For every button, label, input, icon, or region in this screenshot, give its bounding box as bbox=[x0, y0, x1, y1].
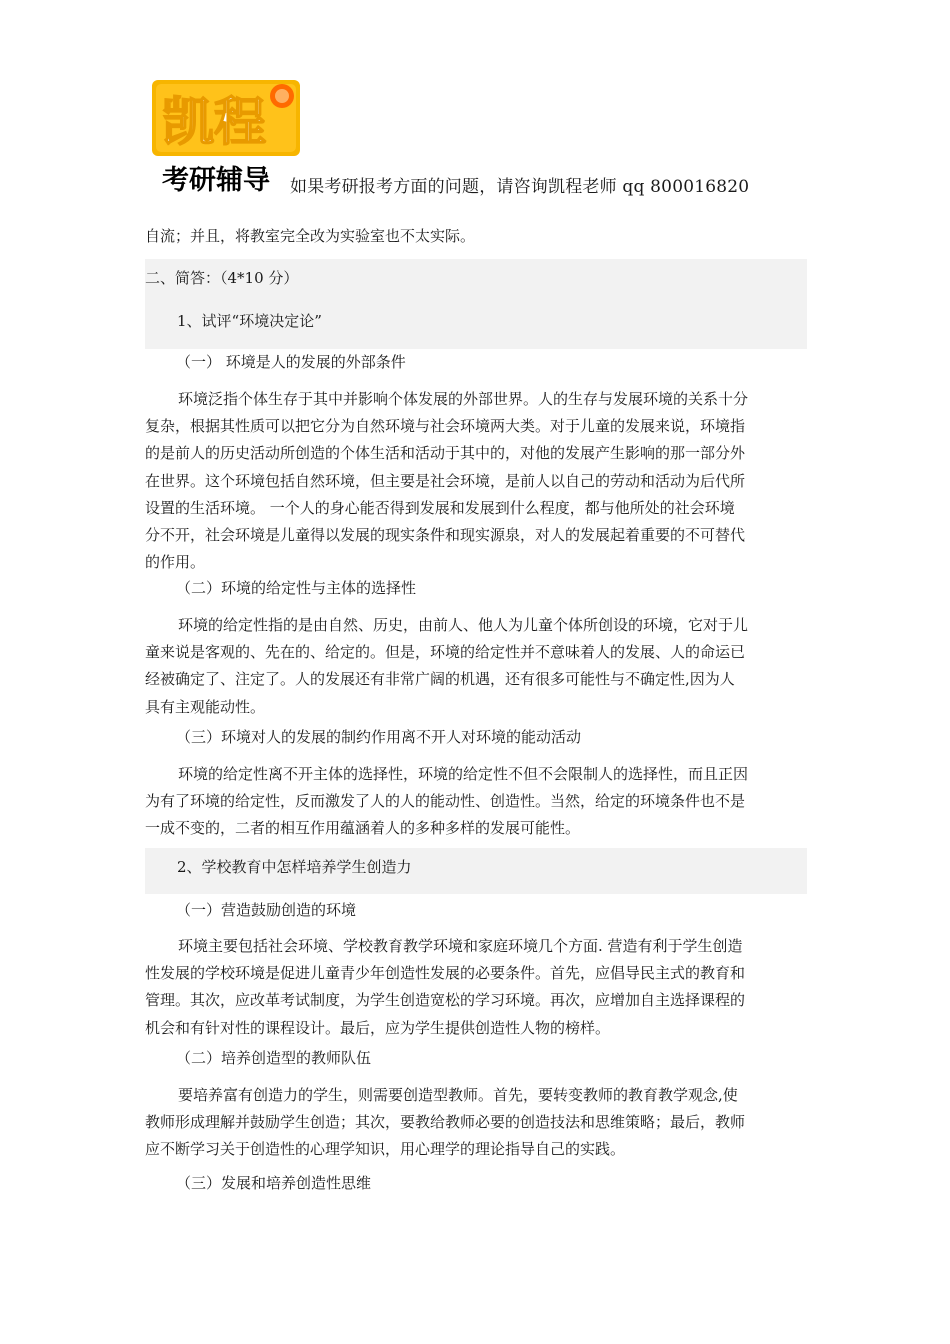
intro-line: 自流；并且，将教室完全改为实验室也不太实际。 bbox=[145, 227, 476, 245]
q2-heading-3: （三）发展和培养创造性思维 bbox=[176, 1174, 372, 1192]
logo-graphic bbox=[152, 80, 300, 195]
text-line: 管理。其次，应改革考试制度，为学生创造宽松的学习环境。再次，应增加自主选择课程的 bbox=[145, 991, 746, 1010]
q1-paragraph-2 bbox=[145, 612, 807, 721]
text-line: 要培养富有创造力的学生，则需要创造型教师。首先，要转变教师的教育教学观念,使 bbox=[178, 1086, 738, 1104]
q1-title-text: 1、试评“环境决定论” bbox=[177, 312, 322, 330]
q1-heading-2: （二）环境的给定性与主体的选择性 bbox=[176, 579, 417, 597]
kaicheng-logo bbox=[152, 80, 300, 195]
q2-title-text: 2、学校教育中怎样培养学生创造力 bbox=[177, 858, 412, 876]
logo-wordmark: 凯程 bbox=[162, 93, 267, 153]
section-title bbox=[145, 259, 807, 297]
q1-paragraph-3 bbox=[145, 761, 807, 843]
text-line: 具有主观能动性。 bbox=[145, 697, 266, 716]
text-line: 一成不变的，二者的相互作用蕴涵着人的多种多样的发展可能性。 bbox=[145, 819, 581, 838]
q2-heading-1: （一）营造鼓励创造的环境 bbox=[176, 901, 357, 919]
contact-line: 如果考研报考方面的问题，请咨询凯程老师 qq 800016820 bbox=[290, 177, 750, 197]
text-line: 环境主要包括社会环境、学校教育教学环境和家庭环境几个方面. 营造有利于学生创造 bbox=[178, 937, 743, 955]
text-line: 环境的给定性离不开主体的选择性，环境的给定性不但不会限制人的选择性，而且正因 bbox=[178, 765, 749, 783]
text-line: 为有了环境的给定性，反而激发了人的人的能动性、创造性。当然，给定的环境条件也不是 bbox=[145, 792, 746, 811]
text-line: 性发展的学校环境是促进儿童青少年创造性发展的必要条件。首先，应倡导民主式的教育和 bbox=[145, 964, 746, 983]
text-line: 应不断学习关于创造性的心理学知识，用心理学的理论指导自己的实践。 bbox=[145, 1140, 626, 1159]
logo-subtitle: 考研辅导 bbox=[162, 165, 270, 195]
text-line: 分不开，社会环境是儿童得以发展的现实条件和现实源泉，对人的发展起着重要的不可替代 bbox=[145, 525, 746, 544]
text-line: 在世界。这个环境包括自然环境，但主要是社会环境，是前人以自己的劳动和活动为后代所 bbox=[145, 471, 746, 490]
q1-title bbox=[145, 297, 807, 349]
q1-heading-1: （一） 环境是人的发展的外部条件 bbox=[176, 353, 406, 371]
text-line: 的是前人的历史活动所创造的个体生活和活动于其中的，对他的发展产生影响的那一部分外 bbox=[145, 444, 746, 463]
q1-paragraph-1 bbox=[145, 386, 807, 576]
text-line: 环境的给定性指的是由自然、历史，由前人、他人为儿童个体所创设的环境，它对于儿 bbox=[178, 616, 749, 634]
text-line: 设置的生活环境。 一个人的身心能否得到发展和发展到什么程度，都与他所处的社会环境 bbox=[145, 498, 735, 517]
q1-heading-3: （三）环境对人的发展的制约作用离不开人对环境的能动活动 bbox=[176, 728, 582, 746]
text-line: 环境泛指个体生存于其中并影响个体发展的外部世界。人的生存与发展环境的关系十分 bbox=[178, 390, 749, 408]
q2-paragraph-1 bbox=[145, 933, 807, 1042]
text-line: 复杂，根据其性质可以把它分为自然环境与社会环境两大类。对于儿童的发展来说，环境指 bbox=[145, 417, 746, 436]
text-line: 教师形成理解并鼓励学生创造；其次，要教给教师必要的创造技法和思维策略；最后，教师 bbox=[145, 1113, 746, 1132]
q2-paragraph-2 bbox=[145, 1082, 807, 1164]
text-line: 机会和有针对性的课程设计。最后，应为学生提供创造性人物的榜样。 bbox=[145, 1018, 611, 1037]
section-title-text: 二、简答：（4*10 分） bbox=[145, 269, 299, 287]
q2-title bbox=[145, 848, 807, 894]
text-line: 的作用。 bbox=[145, 553, 206, 572]
text-line: 童来说是客观的、先在的、给定的。但是，环境的给定性并不意味着人的发展、人的命运已 bbox=[145, 643, 746, 662]
text-line: 经被确定了、注定了。人的发展还有非常广阔的机遇，还有很多可能性与不确定性,因为人 bbox=[145, 670, 735, 689]
q2-heading-2: （二）培养创造型的教师队伍 bbox=[176, 1049, 372, 1067]
